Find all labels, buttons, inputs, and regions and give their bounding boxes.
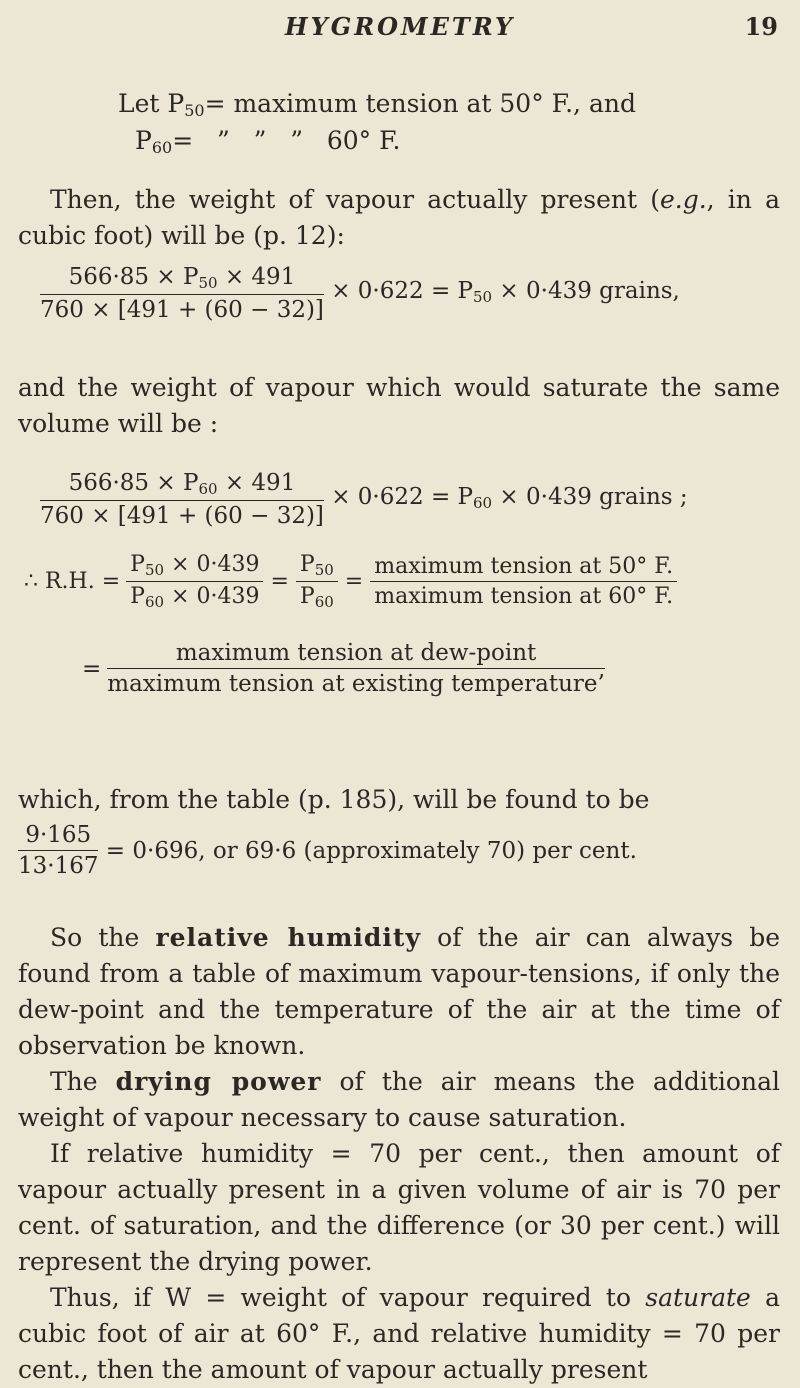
eq-text: = 0·696, or 69·6 (approximately 70) per cent. [98, 837, 637, 864]
paragraph-2 [18, 370, 780, 442]
para-text: of the air can always be found from a table of maximum vapour-tensions, if only the dew-point and the temperature of the air at the time of observation be known. [18, 923, 781, 1060]
eq-text: × 0·622 = P [323, 483, 474, 510]
fraction [370, 554, 677, 610]
eq-text: × 0·439 grains ; [492, 483, 688, 510]
equation-2 [40, 470, 780, 530]
numerator [126, 552, 263, 582]
eq-lhs: ∴ R.H. = [24, 568, 121, 594]
eq-text: P [130, 584, 145, 610]
def-text: P [135, 126, 152, 155]
eq-text: P [299, 584, 315, 610]
eq-text: × 0·439 [164, 552, 260, 577]
para-text: So the [50, 923, 156, 952]
paragraph-4 [18, 920, 780, 1064]
numerator: maximum tension at dew-point [107, 640, 605, 669]
definition-p60 [135, 123, 780, 166]
para-text: e.g. [659, 185, 707, 214]
body-text [18, 920, 780, 1388]
eq-text: × 0·622 = P [323, 277, 474, 304]
para-text: Thus, if W = weight of vapour required to [50, 1283, 646, 1312]
denominator [126, 582, 263, 611]
denominator [296, 582, 338, 611]
numerator: 9·165 [18, 822, 98, 851]
numerator [40, 470, 324, 501]
para-text: The [50, 1067, 116, 1096]
subscript: 60 [473, 493, 493, 512]
paragraph-3 [18, 782, 780, 818]
denominator: 13·167 [18, 853, 99, 880]
denominator: 760 × [491 + (60 − 32)] [40, 503, 324, 530]
eq-text: = [82, 655, 102, 682]
fraction [40, 470, 324, 530]
eq-text: × 491 [217, 470, 296, 496]
fraction [296, 552, 338, 612]
subscript: 60 [151, 138, 173, 157]
para-text: Then, the weight of vapour actually present ( [50, 185, 660, 214]
para-text: , in a cubic foot) will be (p. 12): [18, 185, 780, 250]
def-text: = maximum tension at 50° F., and [204, 89, 636, 118]
paragraph-7 [18, 1280, 780, 1388]
eq-text: = [263, 568, 296, 594]
equation-3 [24, 552, 780, 612]
page-header [0, 12, 800, 52]
subscript: 50 [144, 561, 165, 579]
para-text: a cubic foot of air at 60° F., and relative humidity = 70 per cent., then the amount of vapour actually present [18, 1283, 780, 1384]
page-number: 19 [744, 12, 778, 41]
subscript: 50 [198, 274, 218, 292]
subscript: 50 [184, 101, 205, 120]
subscript: 60 [314, 593, 334, 612]
para-text: and the weight of vapour which would saturate the same volume will be : [18, 373, 780, 438]
para-text: relative humidity [155, 923, 421, 952]
fraction [18, 822, 98, 880]
paragraph-5 [18, 1064, 780, 1136]
paragraph-6: If relative humidity = 70 per cent., then amount of vapour actually present in a given volume of air is 70 per cent. of saturation, and the difference (or 30 per cent.) will represent the drying power. [18, 1139, 780, 1276]
denominator: 760 × [491 + (60 − 32)] [40, 297, 324, 324]
denominator: maximum tension at existing temperature’ [107, 671, 605, 698]
para-text: saturate [645, 1283, 751, 1312]
eq-text: P [130, 552, 145, 577]
eq-text: × 0·439 [164, 584, 260, 610]
paragraph-1 [18, 182, 780, 254]
eq-text: 566·85 × P [68, 470, 199, 496]
numerator [296, 552, 338, 582]
running-head: HYGROMETRY [284, 12, 516, 41]
numerator [40, 264, 324, 295]
numerator: maximum tension at 50° F. [370, 554, 677, 582]
eq-text: P [299, 552, 315, 577]
fraction [126, 552, 263, 612]
para-text: of the air means the additional weight of vapour necessary to cause saturation. [18, 1067, 780, 1132]
def-text: Let P [118, 89, 185, 118]
subscript: 60 [144, 593, 165, 612]
equation-4 [82, 640, 780, 698]
equation-5 [18, 822, 780, 880]
eq-text: = [337, 568, 371, 594]
def-text: = ” ” ” 60° F. [172, 126, 401, 155]
fraction [40, 264, 324, 324]
eq-text: × 491 [217, 264, 296, 290]
subscript: 50 [314, 561, 334, 579]
eq-text: 566·85 × P [68, 264, 199, 290]
equation-1 [40, 264, 780, 324]
fraction [107, 640, 605, 698]
denominator: maximum tension at 60° F. [374, 584, 674, 610]
subscript: 50 [473, 287, 493, 306]
para-text: which, from the table (p. 185), will be found to be [18, 785, 650, 814]
eq-text: × 0·439 grains, [492, 277, 680, 304]
subscript: 60 [198, 480, 218, 498]
para-text: drying power [115, 1067, 322, 1096]
